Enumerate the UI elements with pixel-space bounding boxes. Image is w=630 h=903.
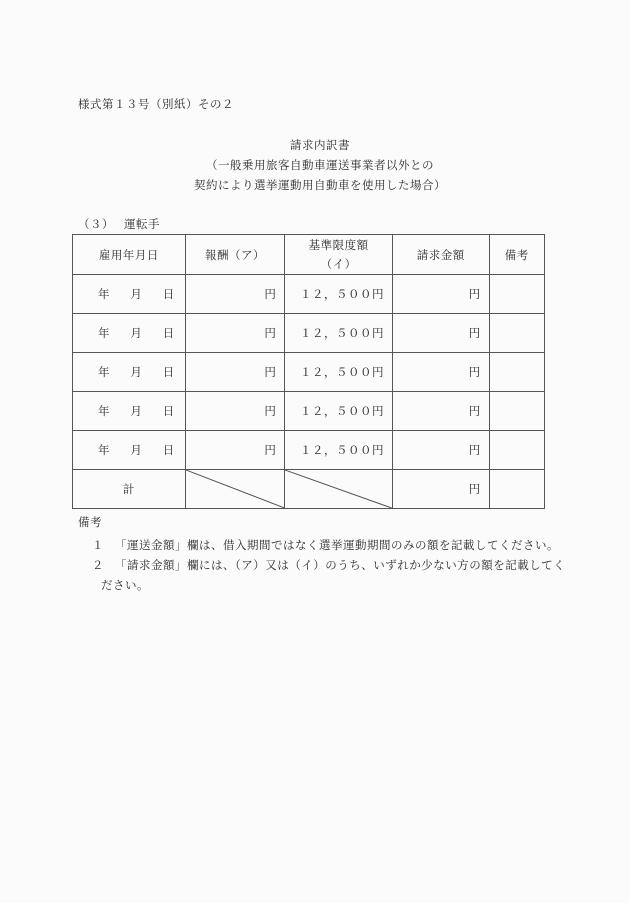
table-header-row <box>73 235 545 275</box>
employment-date-cell[interactable] <box>73 353 186 392</box>
table-row <box>73 353 545 392</box>
header-employment-date: 雇用年月日 <box>73 235 186 275</box>
remuneration-cell[interactable]: 円 <box>185 353 285 392</box>
remarks-cell[interactable] <box>489 314 544 353</box>
remuneration-total-cell-crossed <box>185 470 285 509</box>
claim-amount-cell[interactable]: 円 <box>393 314 490 353</box>
year-label: 年 <box>98 404 110 418</box>
table-row <box>73 431 545 470</box>
day-label: 日 <box>162 404 175 418</box>
document-subtitle-line1: （一般乗用旅客自動車運送事業者以外との <box>206 158 434 172</box>
base-limit-cell: １２，５００円 <box>285 431 393 470</box>
claim-amount-cell[interactable]: 円 <box>393 353 490 392</box>
document-subtitle-line2: 契約により選挙運動用自動車を使用した場合） <box>194 178 446 192</box>
diagonal-strike <box>285 470 392 508</box>
notes-heading: 備考 <box>78 515 102 529</box>
remarks-cell[interactable] <box>489 392 544 431</box>
day-label: 日 <box>162 326 175 340</box>
header-claim-amount: 請求金額 <box>393 235 490 275</box>
form-number: 様式第１３号（別紙）その２ <box>78 97 234 111</box>
header-base-limit-line2: （イ） <box>320 256 357 271</box>
section-heading <box>78 216 160 232</box>
employment-date-cell[interactable] <box>73 431 186 470</box>
claim-amount-cell[interactable]: 円 <box>393 431 490 470</box>
remarks-cell[interactable] <box>489 275 544 314</box>
remuneration-cell[interactable]: 円 <box>185 314 285 353</box>
day-label: 日 <box>162 365 175 379</box>
document-title: 請求内訳書 <box>290 138 350 152</box>
remarks-total-cell[interactable] <box>489 470 544 509</box>
base-limit-cell: １２，５００円 <box>285 275 393 314</box>
month-label: 月 <box>130 326 143 340</box>
year-label: 年 <box>98 443 110 457</box>
note-text: 「請求金額」欄には、（ア）又は（イ）のうち、いずれか少ない方の額を記載してく <box>115 558 566 572</box>
base-limit-total-cell-crossed <box>285 470 393 509</box>
table-row <box>73 314 545 353</box>
day-label: 日 <box>162 287 175 301</box>
header-base-limit <box>285 235 393 275</box>
note-item-1 <box>92 537 559 553</box>
claim-amount-total-cell[interactable]: 円 <box>393 470 490 509</box>
year-label: 年 <box>98 287 110 301</box>
header-remuneration: 報酬（ア） <box>185 235 285 275</box>
claim-amount-cell[interactable]: 円 <box>393 275 490 314</box>
header-remarks: 備考 <box>489 235 544 275</box>
remarks-cell[interactable] <box>489 353 544 392</box>
driver-claim-table <box>72 234 545 509</box>
employment-date-cell[interactable] <box>73 314 186 353</box>
header-base-limit-line1: 基準限度額 <box>308 237 369 252</box>
remuneration-cell[interactable]: 円 <box>185 431 285 470</box>
section-number: （３） <box>78 217 114 231</box>
base-limit-cell: １２，５００円 <box>285 314 393 353</box>
month-label: 月 <box>130 365 143 379</box>
year-label: 年 <box>98 365 110 379</box>
remuneration-cell[interactable]: 円 <box>185 275 285 314</box>
month-label: 月 <box>130 443 143 457</box>
employment-date-cell[interactable] <box>73 392 186 431</box>
note-text: 「運送金額」欄は、借入期間ではなく選挙運動期間のみの額を記載してください。 <box>115 538 559 552</box>
month-label: 月 <box>130 287 143 301</box>
employment-date-cell[interactable] <box>73 275 186 314</box>
claim-amount-cell[interactable]: 円 <box>393 392 490 431</box>
month-label: 月 <box>130 404 143 418</box>
section-label: 運転手 <box>124 217 160 231</box>
table-row <box>73 275 545 314</box>
remuneration-cell[interactable]: 円 <box>185 392 285 431</box>
note-number: １ <box>92 538 104 552</box>
day-label: 日 <box>162 443 175 457</box>
table-row <box>73 392 545 431</box>
note-item-2 <box>92 557 565 573</box>
diagonal-strike <box>186 470 285 508</box>
note-number: ２ <box>92 558 104 572</box>
year-label: 年 <box>98 326 110 340</box>
total-row <box>73 470 545 509</box>
base-limit-cell: １２，５００円 <box>285 392 393 431</box>
note-item-2-continuation: ださい。 <box>101 578 149 592</box>
total-label: 計 <box>73 470 186 509</box>
remarks-cell[interactable] <box>489 431 544 470</box>
base-limit-cell: １２，５００円 <box>285 353 393 392</box>
